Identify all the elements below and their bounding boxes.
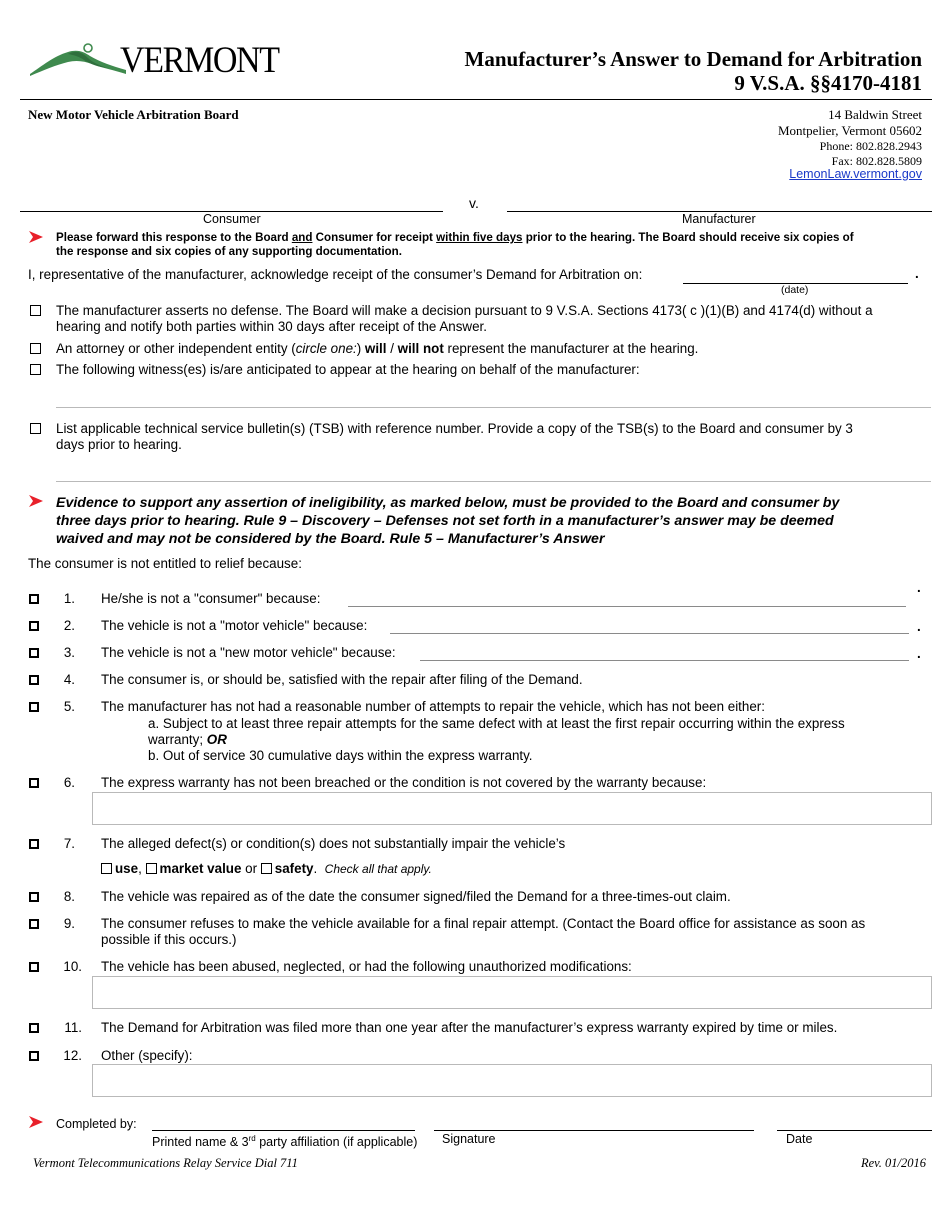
fax-number: Fax: 802.828.5809 <box>831 154 922 168</box>
reason-1-number: 1. <box>63 591 75 606</box>
reason-10-entry-box[interactable] <box>92 976 932 1009</box>
market-value-checkbox[interactable] <box>146 863 157 874</box>
reason-2-entry-line[interactable] <box>390 633 909 634</box>
form-title <box>465 47 922 95</box>
reason-2-period: . <box>917 619 921 634</box>
relay-service-footer: Vermont Telecommunications Relay Service Dial 711 <box>33 1156 298 1170</box>
reason-4-checkbox[interactable] <box>29 675 39 685</box>
reason-3-entry-line[interactable] <box>420 660 909 661</box>
reason-11-number: 11. <box>64 1020 82 1035</box>
attorney-text: An attorney or other independent entity (circle one:) will / will not represent the manufacturer at the hearing. <box>56 341 699 356</box>
reason-2-number: 2. <box>63 618 75 633</box>
reason-8-text: The vehicle was repaired as of the date the consumer signed/filed the Demand for a three-times-out claim. <box>101 889 731 904</box>
tsb-entry-line[interactable] <box>56 481 931 482</box>
acknowledge-period: . <box>915 266 919 281</box>
red-arrow-icon <box>28 230 44 244</box>
address-city: Montpelier, Vermont 05602 <box>777 123 922 138</box>
reason-5-option-b: b. Out of service 30 cumulative days within the express warranty. <box>148 748 533 763</box>
reason-5-option-a: a. Subject to at least three repair attempts for the same defect with at least the first repair occurring within the express warranty; OR <box>148 716 845 747</box>
board-address <box>778 107 922 169</box>
safety-checkbox[interactable] <box>261 863 272 874</box>
reason-8-checkbox[interactable] <box>29 892 39 902</box>
reason-6-entry-box[interactable] <box>92 792 932 825</box>
tsb-text: List applicable technical service bulletin(s) (TSB) with reference number. Provide a copy of the TSB(s) to the Board and consumer by 3 days prior to hearing. <box>56 421 853 452</box>
witness-checkbox[interactable] <box>30 364 41 375</box>
reason-7-checkbox[interactable] <box>29 839 39 849</box>
reason-1-text: He/she is not a "consumer" because: <box>101 591 321 606</box>
website-link[interactable]: LemonLaw.vermont.gov <box>789 167 922 181</box>
reason-10-text: The vehicle has been abused, neglected, or had the following unauthorized modifications: <box>101 959 632 974</box>
reason-3-period: . <box>917 646 921 661</box>
printed-name-caption: Printed name & 3rd party affiliation (if applicable) <box>152 1134 418 1150</box>
header-divider <box>20 99 932 100</box>
reason-3-checkbox[interactable] <box>29 648 39 658</box>
form-title-line1: Manufacturer’s Answer to Demand for Arbitration <box>464 47 922 71</box>
use-checkbox[interactable] <box>101 863 112 874</box>
no-defense-text: The manufacturer asserts no defense. The Board will make a decision pursuant to 9 V.S.A. Sections 4173( c )(1)(B) and 4174(d) without a hearing and notify both parties within 30 days after receipt of the Answer. <box>56 303 873 334</box>
vermont-logo <box>28 40 290 82</box>
reason-3-text: The vehicle is not a "new motor vehicle" because: <box>101 645 396 660</box>
reason-5-number: 5. <box>63 699 75 714</box>
reason-5-text: The manufacturer has not had a reasonable number of attempts to repair the vehicle, which has not been either: <box>101 699 765 714</box>
reason-4-text: The consumer is, or should be, satisfied with the repair after filing of the Demand. <box>101 672 583 687</box>
red-arrow-icon <box>28 1115 44 1129</box>
reason-9-number: 9. <box>63 916 75 931</box>
reason-5-checkbox[interactable] <box>29 702 39 712</box>
form-title-statute: 9 V.S.A. §§4170-4181 <box>734 71 922 95</box>
reason-6-text: The express warranty has not been breached or the condition is not covered by the warranty because: <box>101 775 707 790</box>
date-caption: (date) <box>781 284 809 296</box>
reason-11-text: The Demand for Arbitration was filed more than one year after the manufacturer’s express warranty expired by time or miles. <box>101 1020 838 1035</box>
reason-2-checkbox[interactable] <box>29 621 39 631</box>
evidence-notice: Evidence to support any assertion of ineligibility, as marked below, must be provided to the Board and consumer by three days prior to hearing. Rule 9 – Discovery – Defenses not set forth in a manufacturer’s answer may be deemed waived and may not be considered by the Board. Rule 5 – Manufacturer’s Answer <box>56 495 840 547</box>
date-caption: Date <box>786 1132 813 1146</box>
reason-3-number: 3. <box>63 645 75 660</box>
reason-2-text: The vehicle is not a "motor vehicle" because: <box>101 618 368 633</box>
signature-caption: Signature <box>442 1132 496 1146</box>
stray-period: . <box>917 580 921 595</box>
forward-notice: Please forward this response to the Board and Consumer for receipt within five days prior to the hearing. The Board should receive six copies of the response and six copies of any supporting documentation. <box>56 231 854 258</box>
phone-number: Phone: 802.828.2943 <box>819 139 922 153</box>
red-arrow-icon <box>28 494 44 508</box>
reason-7-number: 7. <box>63 836 75 851</box>
reason-10-checkbox[interactable] <box>29 962 39 972</box>
completed-by-label: Completed by: <box>56 1117 137 1131</box>
reason-7-text: The alleged defect(s) or condition(s) does not substantially impair the vehicle’s <box>101 836 566 851</box>
address-street: 14 Baldwin Street <box>828 107 922 122</box>
manufacturer-label: Manufacturer <box>682 212 756 226</box>
revision-footer: Rev. 01/2016 <box>860 1156 926 1170</box>
reason-1-entry-line[interactable] <box>348 606 906 607</box>
reason-8-number: 8. <box>63 889 75 904</box>
reason-1-checkbox[interactable] <box>29 594 39 604</box>
reason-12-checkbox[interactable] <box>29 1051 39 1061</box>
reason-7-impairment-options: use, market value or safety. Check all that apply. <box>101 861 432 877</box>
reason-9-text: The consumer refuses to make the vehicle available for a final repair attempt. (Contact the Board office for assistance as soon as possible if this occurs.) <box>101 916 866 947</box>
board-name: New Motor Vehicle Arbitration Board <box>28 107 239 122</box>
consumer-label: Consumer <box>203 212 261 226</box>
no-defense-checkbox[interactable] <box>30 305 41 316</box>
attorney-checkbox[interactable] <box>30 343 41 354</box>
reason-12-number: 12. <box>63 1048 82 1063</box>
relief-intro: The consumer is not entitled to relief because: <box>28 556 302 571</box>
reason-12-text: Other (specify): <box>101 1048 193 1063</box>
reason-6-checkbox[interactable] <box>29 778 39 788</box>
witness-entry-line[interactable] <box>56 407 931 408</box>
acknowledge-text: I, representative of the manufacturer, acknowledge receipt of the consumer’s Demand for Arbitration on: <box>28 267 643 282</box>
mountain-logo-icon <box>28 40 128 80</box>
reason-9-checkbox[interactable] <box>29 919 39 929</box>
reason-10-number: 10. <box>63 959 82 974</box>
logo-wordmark: VERMONT <box>120 40 279 81</box>
reason-11-checkbox[interactable] <box>29 1023 39 1033</box>
reason-12-entry-box[interactable] <box>92 1064 932 1097</box>
tsb-checkbox[interactable] <box>30 423 41 434</box>
reason-6-number: 6. <box>63 775 75 790</box>
versus-label: v. <box>469 195 479 211</box>
reason-4-number: 4. <box>63 672 75 687</box>
witness-text: The following witness(es) is/are anticipated to appear at the hearing on behalf of the manufacturer: <box>56 362 640 377</box>
